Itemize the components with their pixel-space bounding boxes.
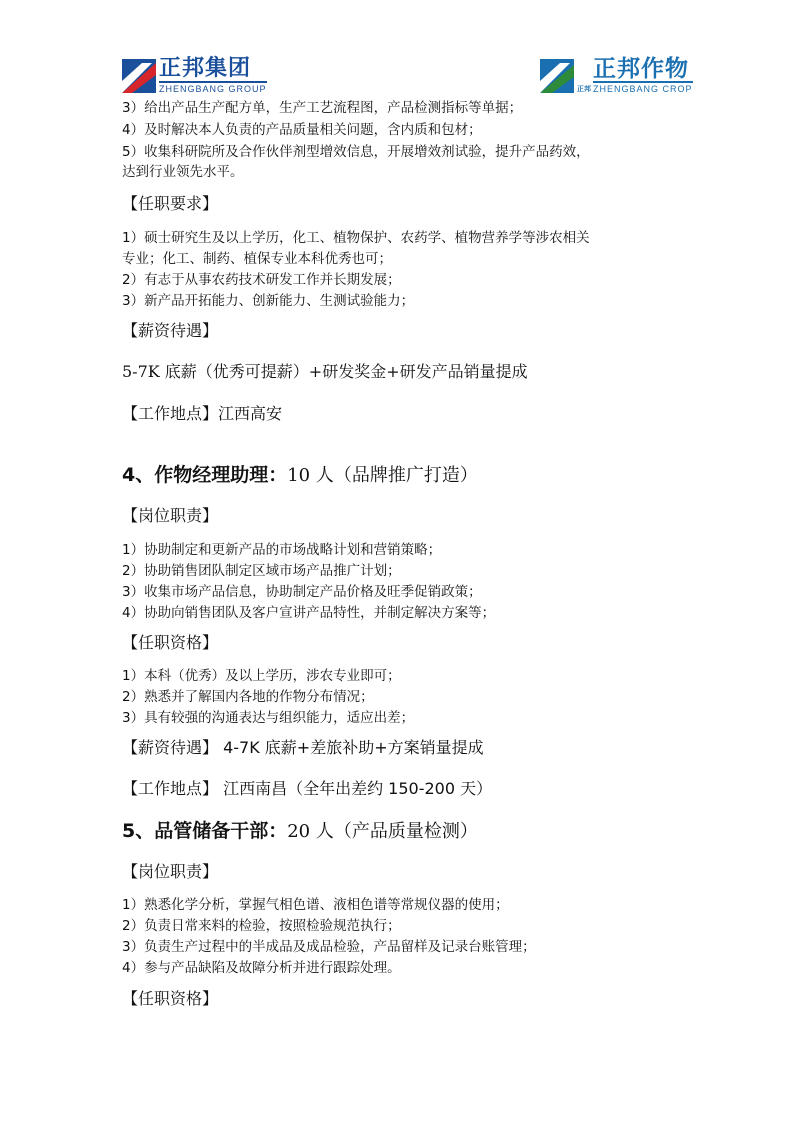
position-5-heading	[122, 818, 478, 845]
section-duties: 【岗位职责】	[122, 506, 219, 525]
qual-item-2: 2）熟悉并了解国内各地的作物分布情况；	[122, 689, 374, 705]
duty5-item-1: 1）熟悉化学分析，掌握气相色谱、液相色谱等常规仪器的使用；	[122, 897, 509, 913]
duty5-item-2: 2）负责日常来料的检验，按照检验规范执行；	[122, 918, 401, 934]
duty5-item-4: 4）参与产品缺陷及故障分析并进行跟踪处理。	[122, 960, 401, 976]
req-item-1: 1）硕士研究生及以上学历，化工、植物保护、农药学、植物营养学等涉农相关	[122, 230, 590, 246]
logo-right-cn: 正邦作物	[593, 56, 689, 82]
section-salary: 【薪资待遇】	[122, 321, 219, 340]
section-requirements: 【任职要求】	[122, 194, 219, 213]
section-qualifications-5: 【任职资格】	[122, 989, 219, 1008]
position-4-detail: 10 人（品牌推广打造）	[287, 465, 478, 486]
location-4: 【工作地点】 江西南昌（全年出差约 150-200 天）	[122, 779, 493, 798]
zhengbang-crop-mark-icon	[540, 59, 574, 93]
duty-item-5-cont: 达到行业领先水平。	[122, 164, 244, 180]
qual-item-3: 3）具有较强的沟通表达与组织能力，适应出差；	[122, 710, 415, 726]
duty-item-1: 1）协助制定和更新产品的市场战略计划和营销策略；	[122, 542, 442, 558]
duty5-item-3: 3）负责生产过程中的半成品及成品检验，产品留样及记录台账管理；	[122, 939, 536, 955]
req-item-1-cont: 专业；化工、制药、植保专业本科优秀也可；	[122, 251, 392, 267]
duty-item-3b: 3）收集市场产品信息，协助制定产品价格及旺季促销政策；	[122, 584, 482, 600]
section-duties-5: 【岗位职责】	[122, 862, 219, 881]
zhengbang-group-mark-icon	[122, 59, 156, 93]
position-5-detail: 20 人（产品质量检测）	[287, 821, 478, 842]
section-qualifications: 【任职资格】	[122, 633, 219, 652]
logo-left-cn: 正邦集团	[159, 56, 252, 81]
position-5-title: 5、品管储备干部：	[122, 820, 288, 842]
req-item-3: 3）新产品开拓能力、创新能力、生测试验能力；	[122, 293, 415, 309]
req-item-2: 2）有志于从事农药技术研发工作并长期发展；	[122, 272, 401, 288]
logo-left-en: ZHENGBANG GROUP	[159, 81, 267, 95]
zhengbang-group-logo	[122, 56, 267, 96]
position-4-title: 4、作物经理助理：	[122, 464, 288, 486]
duty-item-2: 2）协助销售团队制定区域市场产品推广计划；	[122, 563, 401, 579]
position-4-heading	[122, 462, 478, 489]
logo-right-small: 正邦	[577, 85, 591, 93]
duty-item-5: 5）收集科研院所及合作伙伴剂型增效信息，开展增效剂试验，提升产品药效，	[122, 144, 590, 160]
duty-item-4: 4）及时解决本人负责的产品质量相关问题，含内质和包材；	[122, 122, 482, 138]
qual-item-1: 1）本科（优秀）及以上学历，涉农专业即可；	[122, 668, 401, 684]
salary-text: 5-7K 底薪（优秀可提薪）+研发奖金+研发产品销量提成	[122, 362, 528, 381]
work-location: 【工作地点】江西高安	[122, 404, 283, 423]
logo-right-en: ZHENGBANG CROP	[593, 81, 693, 95]
zhengbang-crop-logo	[540, 56, 693, 96]
salary-4: 【薪资待遇】 4-7K 底薪+差旅补助+方案销量提成	[122, 738, 484, 757]
duty-item-3: 3）给出产品生产配方单，生产工艺流程图，产品检测指标等单据；	[122, 100, 523, 116]
duty-item-4b: 4）协助向销售团队及客户宣讲产品特性，并制定解决方案等；	[122, 605, 496, 621]
